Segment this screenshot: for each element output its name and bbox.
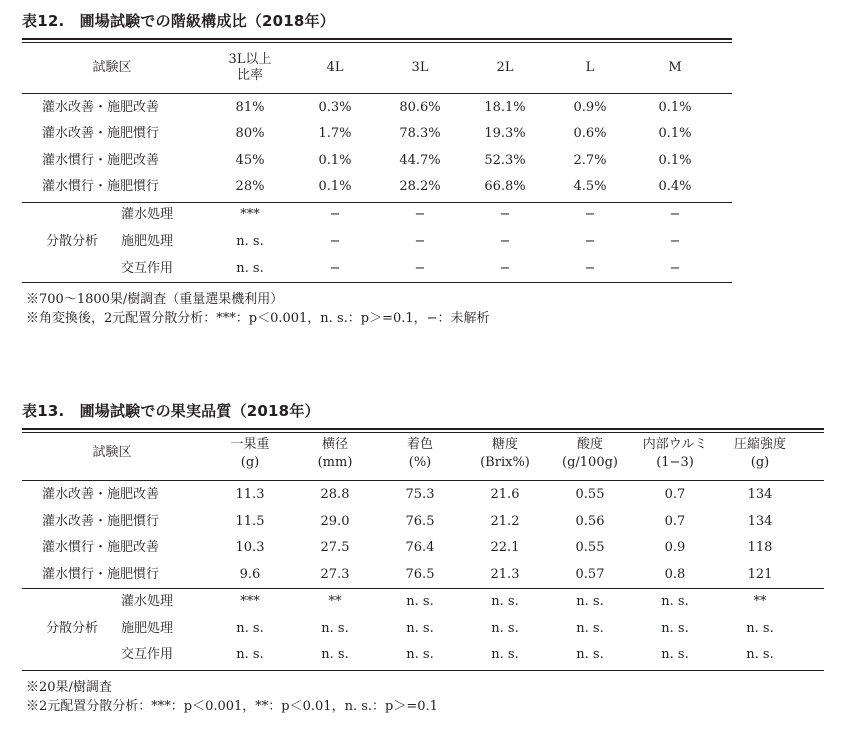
row-name: 灌水改善・施肥慣行 [42, 514, 160, 529]
table13-header-sugar: 糖度 [491, 437, 518, 452]
cell-ratio: 28% [235, 179, 265, 194]
cell-strength: 134 [747, 514, 773, 529]
cell-color: n. s. [406, 621, 434, 636]
table12-bottom-rule [22, 282, 732, 283]
cell-diameter: ** [328, 594, 342, 609]
table13-note: ※2元配置分散分析：***：p＜0.001，**：p＜0.01，n. s.：p＞=0.1 [26, 699, 438, 714]
anova-factor: 施肥処理 [121, 621, 174, 636]
table12-header-plot: 試験区 [92, 60, 132, 75]
cell-3l: 44.7% [399, 153, 441, 168]
cell-3l: − [414, 207, 426, 222]
cell-acid: n. s. [576, 621, 604, 636]
row-name: 灌水慣行・施肥改善 [42, 153, 160, 168]
anova-factor: 交互作用 [121, 261, 174, 276]
table13-header-color: 着色 [406, 437, 433, 452]
cell-ulumi: n. s. [661, 647, 689, 662]
cell-diameter: 29.0 [320, 514, 350, 529]
cell-diameter: n. s. [321, 647, 349, 662]
cell-diameter: n. s. [321, 621, 349, 636]
cell-color: 76.5 [405, 567, 435, 582]
cell-color: n. s. [406, 594, 434, 609]
cell-ratio: 81% [235, 100, 265, 115]
cell-l: 0.9% [573, 100, 607, 115]
cell-strength: n. s. [746, 621, 774, 636]
cell-l: 4.5% [573, 179, 607, 194]
row-name: 灌水改善・施肥改善 [42, 100, 160, 115]
table13-header-ulumi: 内部ウルミ [642, 437, 708, 452]
table12-header-rule [22, 93, 732, 94]
table13-header-weight: 一果重 [230, 437, 270, 452]
cell-2l: − [499, 261, 511, 276]
cell-diameter: 27.3 [320, 567, 350, 582]
table13-header-weight-unit: (g) [240, 455, 260, 470]
cell-4l: 0.3% [318, 100, 352, 115]
row-name: 灌水慣行・施肥慣行 [42, 567, 160, 582]
cell-ulumi: n. s. [661, 594, 689, 609]
table12-top-rule-inner [22, 42, 732, 43]
cell-l: 0.6% [573, 126, 607, 141]
anova-factor: 灌水処理 [121, 594, 174, 609]
cell-acid: 0.56 [575, 514, 605, 529]
table13-title: 表13. 圃場試験での果実品質（2018年） [22, 402, 320, 420]
cell-color: 76.4 [405, 540, 435, 555]
row-name: 灌水慣行・施肥改善 [42, 540, 160, 555]
cell-ulumi: 0.7 [664, 514, 686, 529]
cell-m: − [669, 234, 681, 249]
table13-top-rule [22, 428, 824, 430]
table12-header-l: L [585, 60, 595, 75]
cell-4l: 1.7% [318, 126, 352, 141]
cell-diameter: 27.5 [320, 540, 350, 555]
cell-4l: − [329, 234, 341, 249]
cell-2l: 19.3% [484, 126, 526, 141]
cell-strength: n. s. [746, 647, 774, 662]
table13-header-plot: 試験区 [92, 445, 132, 460]
cell-weight: *** [240, 594, 260, 609]
cell-2l: 18.1% [484, 100, 526, 115]
cell-sugar: n. s. [491, 594, 519, 609]
table12-note: ※700～1800果/樹調査（重量選果機利用） [26, 292, 284, 307]
cell-color: 76.5 [405, 514, 435, 529]
cell-ulumi: 0.7 [664, 487, 686, 502]
cell-3l: 78.3% [399, 126, 441, 141]
cell-4l: 0.1% [318, 153, 352, 168]
cell-2l: − [499, 234, 511, 249]
table13-data-rule [22, 588, 824, 589]
cell-acid: n. s. [576, 647, 604, 662]
cell-sugar: 21.3 [490, 567, 520, 582]
table13-header-color-unit: (%) [408, 455, 432, 470]
cell-m: − [669, 207, 681, 222]
cell-3l: − [414, 261, 426, 276]
cell-weight: 10.3 [235, 540, 265, 555]
cell-ratio: 45% [235, 153, 265, 168]
cell-weight: n. s. [236, 647, 264, 662]
cell-3l: − [414, 234, 426, 249]
table12-header-2l: 2L [496, 60, 514, 75]
table13-header-acid-unit: (g/100g) [562, 455, 618, 470]
cell-2l: − [499, 207, 511, 222]
table12-title: 表12. 圃場試験での階級構成比（2018年） [22, 12, 335, 30]
table13-top-rule-inner [22, 432, 824, 433]
cell-strength: 121 [747, 567, 773, 582]
cell-sugar: n. s. [491, 621, 519, 636]
cell-acid: 0.57 [575, 567, 605, 582]
table13-header-sugar-unit: (Brix%) [480, 455, 530, 470]
cell-color: n. s. [406, 647, 434, 662]
cell-l: − [584, 234, 596, 249]
table13-header-acid: 酸度 [576, 437, 603, 452]
cell-color: 75.3 [405, 487, 435, 502]
cell-sugar: 22.1 [490, 540, 520, 555]
cell-weight: 11.3 [235, 487, 265, 502]
cell-acid: n. s. [576, 594, 604, 609]
table12-header-4l: 4L [326, 60, 344, 75]
cell-m: 0.1% [658, 126, 692, 141]
cell-m: 0.4% [658, 179, 692, 194]
cell-acid: 0.55 [575, 487, 605, 502]
cell-4l: − [329, 207, 341, 222]
cell-weight: 9.6 [239, 567, 261, 582]
cell-4l: 0.1% [318, 179, 352, 194]
cell-2l: 66.8% [484, 179, 526, 194]
row-name: 灌水慣行・施肥慣行 [42, 179, 160, 194]
cell-ratio: n. s. [236, 234, 264, 249]
table13-anova-label: 分散分析 [46, 621, 99, 636]
cell-ulumi: 0.8 [664, 567, 686, 582]
cell-m: 0.1% [658, 153, 692, 168]
table12-data-rule [22, 202, 732, 203]
cell-ulumi: n. s. [661, 621, 689, 636]
cell-sugar: 21.6 [490, 487, 520, 502]
anova-factor: 施肥処理 [121, 234, 174, 249]
cell-m: 0.1% [658, 100, 692, 115]
cell-2l: 52.3% [484, 153, 526, 168]
cell-sugar: 21.2 [490, 514, 520, 529]
table13-header-diameter-unit: (mm) [317, 455, 353, 470]
table13-header-strength-unit: (g) [750, 455, 770, 470]
cell-diameter: 28.8 [320, 487, 350, 502]
cell-weight: n. s. [236, 621, 264, 636]
cell-ratio: *** [240, 207, 260, 222]
cell-l: − [584, 261, 596, 276]
table13-note: ※20果/樹調査 [26, 680, 112, 695]
cell-acid: 0.55 [575, 540, 605, 555]
table12-top-rule [22, 38, 732, 40]
cell-ulumi: 0.9 [664, 540, 686, 555]
cell-sugar: n. s. [491, 647, 519, 662]
cell-l: − [584, 207, 596, 222]
cell-m: − [669, 261, 681, 276]
cell-strength: ** [753, 594, 767, 609]
cell-3l: 80.6% [399, 100, 441, 115]
cell-l: 2.7% [573, 153, 607, 168]
table13-header-strength: 圧縮強度 [733, 437, 786, 452]
table12-header-m: M [668, 60, 682, 75]
table13-header-diameter: 横径 [321, 437, 348, 452]
anova-factor: 灌水処理 [121, 207, 174, 222]
row-name: 灌水改善・施肥改善 [42, 487, 160, 502]
table13-header-ulumi-unit: (1−3) [656, 455, 694, 470]
cell-4l: − [329, 261, 341, 276]
cell-weight: 11.5 [235, 514, 265, 529]
table12-header-3l: 3L [411, 60, 429, 75]
table12-note: ※角変換後，2元配置分散分析：***：p＜0.001，n. s.：p＞=0.1，−：未解析 [26, 311, 490, 326]
anova-factor: 交互作用 [121, 647, 174, 662]
cell-ratio: n. s. [236, 261, 264, 276]
row-name: 灌水改善・施肥慣行 [42, 126, 160, 141]
table12-anova-label: 分散分析 [46, 234, 99, 249]
table12-header-ratio-line2: 比率 [236, 68, 263, 83]
table13-bottom-rule [22, 670, 824, 671]
table12-header-ratio-line1: 3L以上 [228, 52, 272, 67]
table13-header-rule [22, 480, 824, 481]
cell-ratio: 80% [235, 126, 265, 141]
cell-3l: 28.2% [399, 179, 441, 194]
cell-strength: 134 [747, 487, 773, 502]
cell-strength: 118 [747, 540, 773, 555]
